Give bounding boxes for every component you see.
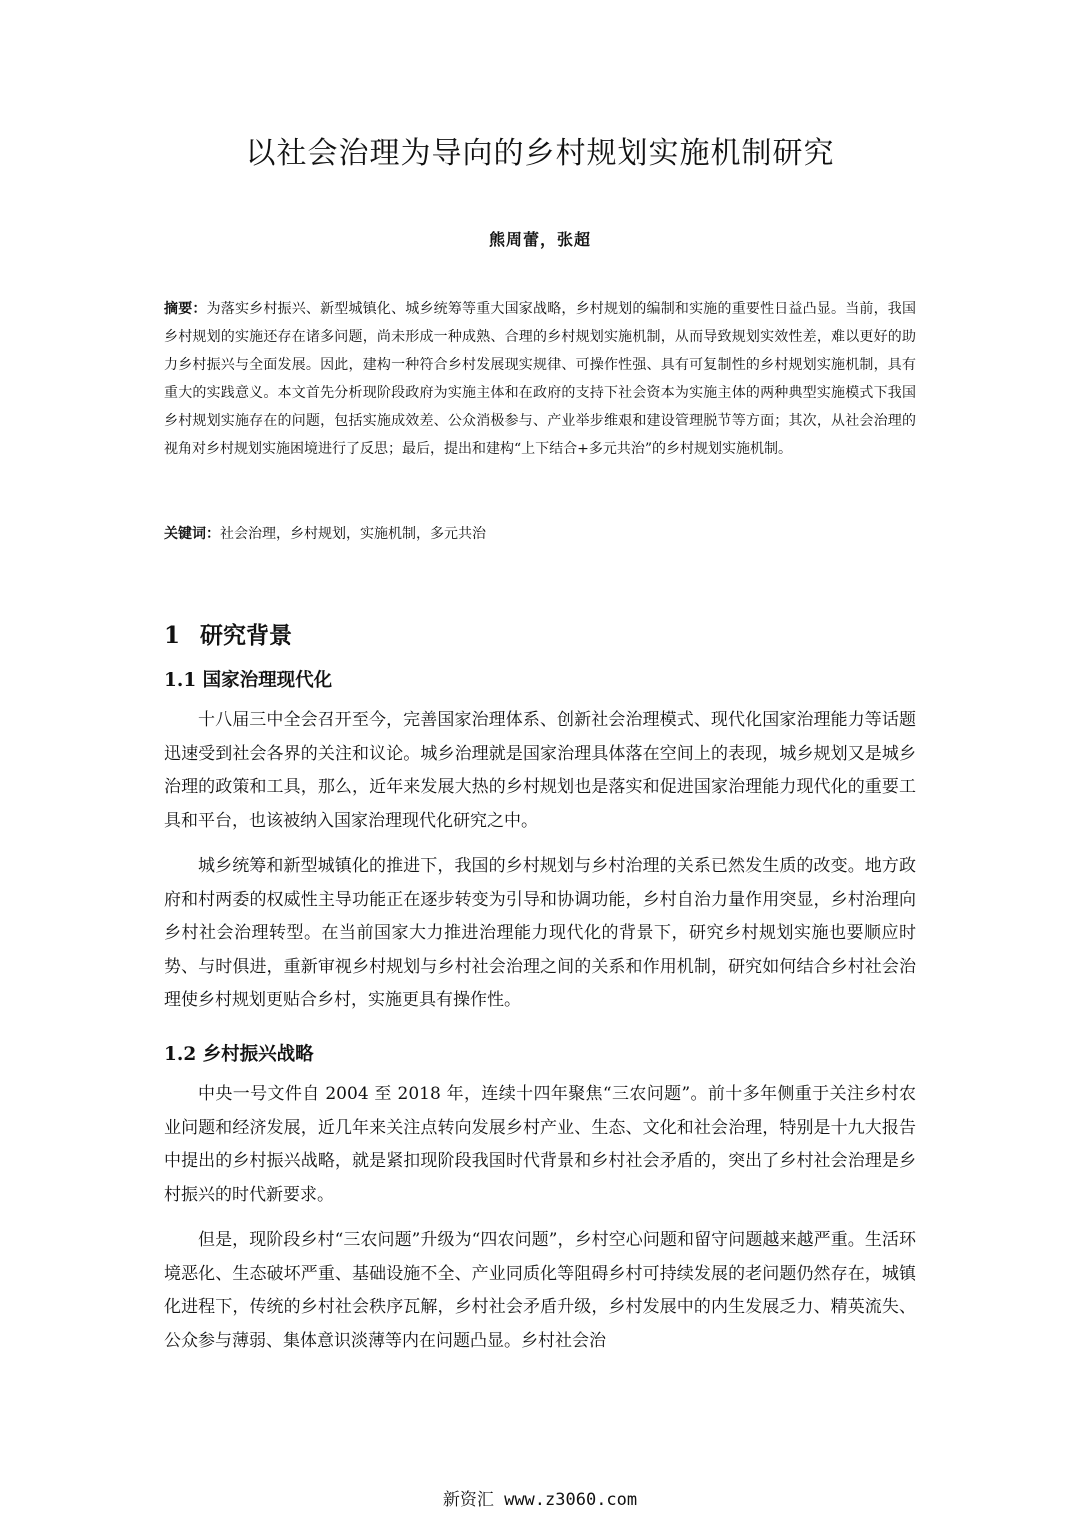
footer-watermark: 新资汇 www.z3060.com <box>442 1490 638 1510</box>
paragraph-1-2-a: 中央一号文件自 2004 至 2018 年，连续十四年聚焦“三农问题”。前十多年侧重于关注乡村农业问题和经济发展，近几年来关注点转向发展乡村产业、生态、文化和社会治理，特别是十九大报告中提出的乡村振兴战略，就是紧扣现阶段我国时代背景和乡村社会矛盾的，突出了乡村社会治理是乡村振兴的时代新要求。 <box>164 1084 916 1205</box>
section-number: 1 <box>164 622 181 649</box>
paragraph-1-2-b: 但是，现阶段乡村“三农问题”升级为“四农问题”，乡村空心问题和留守问题越来越严重。生活环境恶化、生态破坏严重、基础设施不全、产业同质化等阻碍乡村可持续发展的老问题仍然存在，城镇化进程下，传统的乡村社会秩序瓦解，乡村社会矛盾升级，乡村发展中的内生发展乏力、精英流失、公众参与薄弱、集体意识淡薄等内在问题凸显。乡村社会治 <box>164 1230 916 1351</box>
authors: 熊周蕾，张超 <box>488 230 591 249</box>
abstract <box>164 295 916 463</box>
subsection-heading-1-2: 1.2 乡村振兴战略 <box>164 1044 314 1065</box>
paragraph-1-1-b: 城乡统筹和新型城镇化的推进下，我国的乡村规划与乡村治理的关系已然发生质的改变。地方政府和村两委的权威性主导功能正在逐步转变为引导和协调功能，乡村自治力量作用突显，乡村治理向乡村社会治理转型。在当前国家大力推进治理能力现代化的背景下，研究乡村规划实施也要顺应时势、与时俱进，重新审视乡村规划与乡村社会治理之间的关系和作用机制，研究如何结合乡村社会治理使乡村规划更贴合乡村，实施更具有操作性。 <box>164 856 916 1010</box>
paragraph-1-1-a: 十八届三中全会召开至今，完善国家治理体系、创新社会治理模式、现代化国家治理能力等话题迅速受到社会各界的关注和议论。城乡治理就是国家治理具体落在空间上的表现，城乡规划又是城乡治理的政策和工具，那么，近年来发展大热的乡村规划也是落实和促进国家治理能力现代化的重要工具和平台，也该被纳入国家治理现代化研究之中。 <box>164 710 916 831</box>
abstract-text: 为落实乡村振兴、新型城镇化、城乡统筹等重大国家战略，乡村规划的编制和实施的重要性日益凸显。当前，我国乡村规划的实施还存在诸多问题，尚未形成一种成熟、合理的乡村规划实施机制，从而导致规划实效性差，难以更好的助力乡村振兴与全面发展。因此，建构一种符合乡村发展现实规律、可操作性强、具有可复制性的乡村规划实施机制，具有重大的实践意义。本文首先分析现阶段政府为实施主体和在政府的支持下社会资本为实施主体的两种典型实施模式下我国乡村规划实施存在的问题，包括实施成效差、公众消极参与、产业举步维艰和建设管理脱节等方面；其次，从社会治理的视角对乡村规划实施困境进行了反思；最后，提出和建构“上下结合+多元共治”的乡村规划实施机制。 <box>164 301 916 457</box>
abstract-label: 摘要： <box>164 301 207 317</box>
section-heading-1 <box>164 617 292 650</box>
keywords-label: 关键词： <box>164 526 220 542</box>
document-title: 以社会治理为导向的乡村规划实施机制研究 <box>245 136 835 171</box>
keywords <box>164 520 916 548</box>
subsection-heading-1-1: 1.1 国家治理现代化 <box>164 670 333 691</box>
keywords-text: 社会治理，乡村规划，实施机制，多元共治 <box>220 526 486 542</box>
section-title: 研究背景 <box>200 622 292 649</box>
